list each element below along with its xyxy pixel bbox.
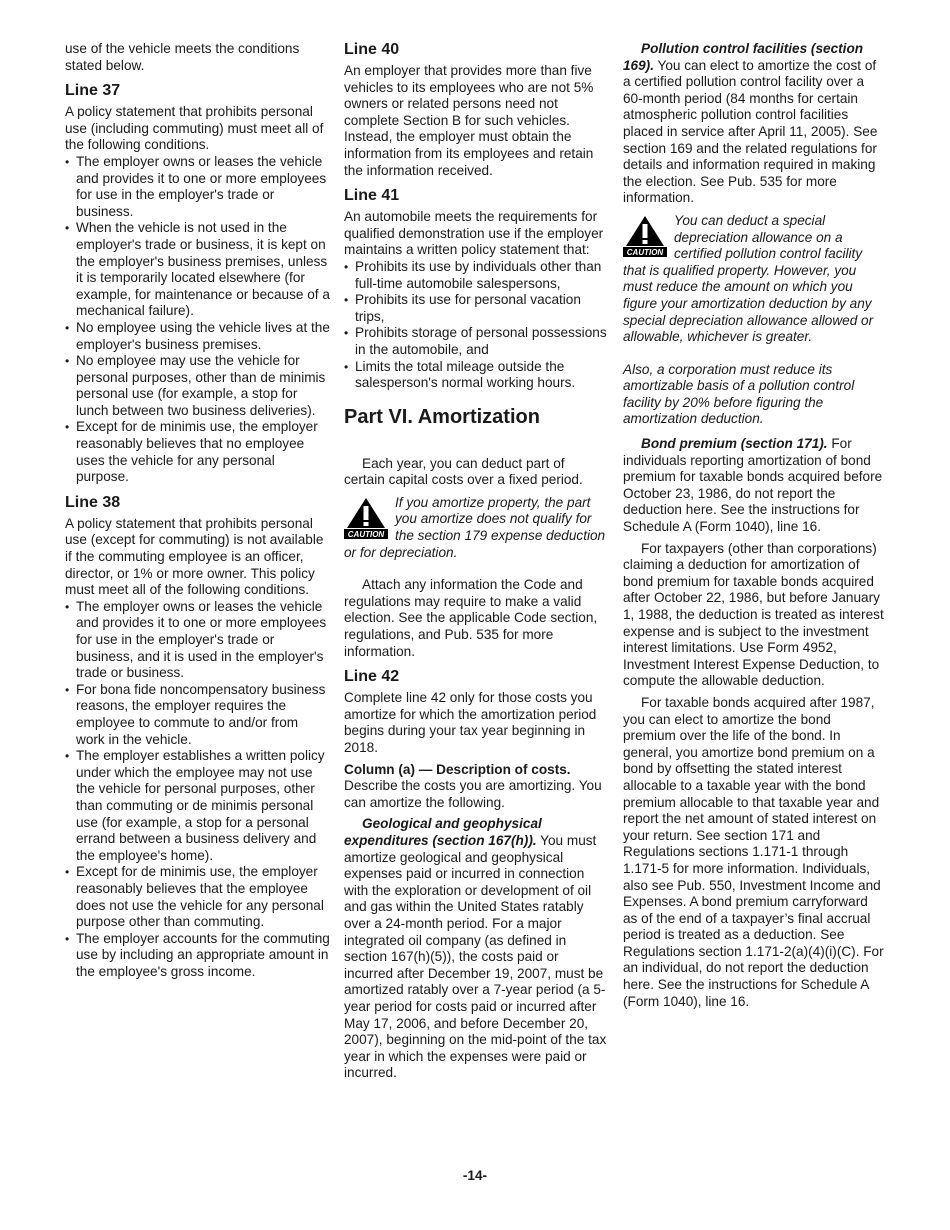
list-item: • For bona fide noncompensatory business reasons, the employer requires the employee to commute to and/or from work in the vehicle. <box>65 681 326 747</box>
caution-note <box>623 213 885 346</box>
line-40-text: An employer that provides more than five vehicles to its employees who are not 5% owners or related persons need not complete Section B for such vehicles. Instead, the employer must obtain the information from its employees and retain the information received. <box>344 63 594 178</box>
list-item: • Except for de minimis use, the employer reasonably believes that the employee does not use the vehicle for any personal purpose other than commuting. <box>65 864 324 930</box>
amortization-intro: Each year, you can deduct part of certain capital costs over a fixed period. <box>344 455 583 488</box>
page-number: -14- <box>462 1168 488 1183</box>
bond-premium-paragraph-3: For taxable bonds acquired after 1987, you can elect to amortize the bond premium over the life of the bond. In general, you amortize bond premium on a bond by offsetting the stated interest allocable to a taxable year with the bond premium allocable to that taxable year and report the net amount of stated interest on your return. See section 171 and Regulations sections 1.171-1 through 1.171-5 for more information. Individuals, also see Pub. 550, Investment Income and Expenses. A bond premium carryforward as of the end of a taxpayer’s final accrual period is treated as a deduction. See Regulations section 1.171-2(a)(4)(i)(C). For an individual, do not report the deduction here. See the instructions for Schedule A (Form 1040), line 16. <box>623 694 884 1009</box>
line-41-heading: Line 41 <box>344 187 400 205</box>
line-38-heading: Line 38 <box>65 493 121 511</box>
line-41-text: An automobile meets the requirements for qualified demonstration use if the employer maintains a written policy statement that: <box>344 209 604 258</box>
caution-icon <box>623 215 667 257</box>
line-38-text: A policy statement that prohibits personal use (except for commuting) is not available if the commuting employee is an officer, director, or 1% or more owner. This policy must meet all of the following conditions. <box>65 515 324 598</box>
list-item: • No employee using the vehicle lives at the employer's business premises. <box>65 319 330 352</box>
bond-premium-paragraph-2: For taxpayers (other than corporations) claiming a deduction for amortization of bond premium for taxable bonds acquired after October 22, 1986, but before January 1, 1988, the deduction is treated as interest expense and is subject to the investment interest limitations. Use Form 4952, Investment Interest Expense Deduction, to compute the allowable deduction. <box>623 540 884 689</box>
list-item: • The employer establishes a written policy under which the employee may not use the vehicle for personal purposes, other than commuting or de minimis personal use (for example, a stop for a personal errand between a business delivery and the employee's home). <box>65 748 325 863</box>
caution-text: If you amortize property, the part you amortize does not qualify for the section 179 expense deduction or for depreciation. <box>344 494 606 560</box>
pollution-control-paragraph: Pollution control facilities (section 169). You can elect to amortize the cost of a certified pollution control facility over a 60-month period (84 months for certain atmospheric pollution control facilities placed in service after April 11, 2005). See section 169 and the related regulations for details and information required in making the election. See Pub. 535 for more information. <box>623 41 878 206</box>
caution-text-2: Also, a corporation must reduce its amortizable basis of a pollution control facility by 20% before figuring the amortization deduction. <box>623 361 855 427</box>
column-a-paragraph: Column (a) — Description of costs. Describe the costs you are amortizing. You can amortize the following. <box>344 761 602 810</box>
line-37-heading: Line 37 <box>65 82 121 100</box>
list-item: • The employer accounts for the commuting use by including an appropriate amount in the employee's gross income. <box>65 930 330 979</box>
list-item: • Prohibits its use by individuals other than full-time automobile salespersons, <box>344 258 602 291</box>
line-37-text: A policy statement that prohibits personal use (including commuting) must meet all of the following conditions. <box>65 104 324 153</box>
svg-text:CAUTION: CAUTION <box>347 529 385 539</box>
intro-paragraph: use of the vehicle meets the conditions stated below. <box>65 41 300 73</box>
geological-paragraph: Geological and geophysical expenditures (section 167(h)). You must amortize geological and geophysical expenses paid or incurred in connection with the exploration or development of oil and gas within the United States ratably over a 24-month period. For a major integrated oil company (as defined in section 167(h)(5)), the costs paid or incurred after December 19, 2007, must be amortized ratably over a 7-year period (a 5-year period for costs paid or incurred after May 17, 2006, and before December 20, 2007), beginning on the mid-point of the tax year in which the expenses were paid or incurred. <box>344 816 607 1081</box>
list-item: • No employee may use the vehicle for personal purposes, other than de minimis personal use (for example, a stop for lunch between two business deliveries). <box>65 353 326 418</box>
column-1 <box>65 41 330 980</box>
line-42-heading: Line 42 <box>344 668 400 686</box>
caution-icon <box>344 497 388 539</box>
list-item: • The employer owns or leases the vehicle and provides it to one or more employees for use in the employer's trade or business. <box>65 153 327 219</box>
column-2 <box>344 41 609 1082</box>
list-item: • Limits the total mileage outside the salesperson's normal working hours. <box>344 358 576 391</box>
bond-premium-paragraph: Bond premium (section 171). For individuals reporting amortization of bond premium for taxable bonds acquired before October 23, 1986, do not report the deduction here. See the instructions for Schedule A (Form 1040), line 16. <box>623 436 883 535</box>
list-item: • When the vehicle is not used in the employer's trade or business, it is kept on the employer's business premises, unless it is temporarily located elsewhere (for example, for maintenance or because of a mechanical failure). <box>65 220 330 319</box>
line-40-heading: Line 40 <box>344 41 400 58</box>
attach-info: Attach any information the Code and regulations may require to make a valid election. See the applicable Code section, regulations, and Pub. 535 for more information. <box>344 577 598 659</box>
part-6-heading: Part VI. Amortization <box>344 405 540 428</box>
list-item: • Prohibits its use for personal vacation trips, <box>344 292 581 324</box>
svg-text:CAUTION: CAUTION <box>626 247 664 257</box>
list-item: • The employer owns or leases the vehicle and provides it to one or more employees for use in the employer's trade or business, and it is used in the employer's trade or business. <box>65 598 327 681</box>
list-item: • Prohibits storage of personal possessions in the automobile, and <box>344 325 607 357</box>
list-item: • Except for de minimis use, the employer reasonably believes that no employee uses the vehicle for any personal purpose. <box>65 419 318 485</box>
caution-text: You can deduct a special depreciation allowance on a certified pollution control facility that is qualified property. However, you must reduce the amount on which you figure your amortization deduction by any special depreciation allowance allowed or allowable, whichever is greater. <box>623 212 874 345</box>
column-3 <box>623 41 885 1010</box>
line-42-text: Complete line 42 only for those costs you amortize for which the amortization period begins during your tax year beginning in 2018. <box>344 690 597 755</box>
caution-note <box>344 495 609 561</box>
